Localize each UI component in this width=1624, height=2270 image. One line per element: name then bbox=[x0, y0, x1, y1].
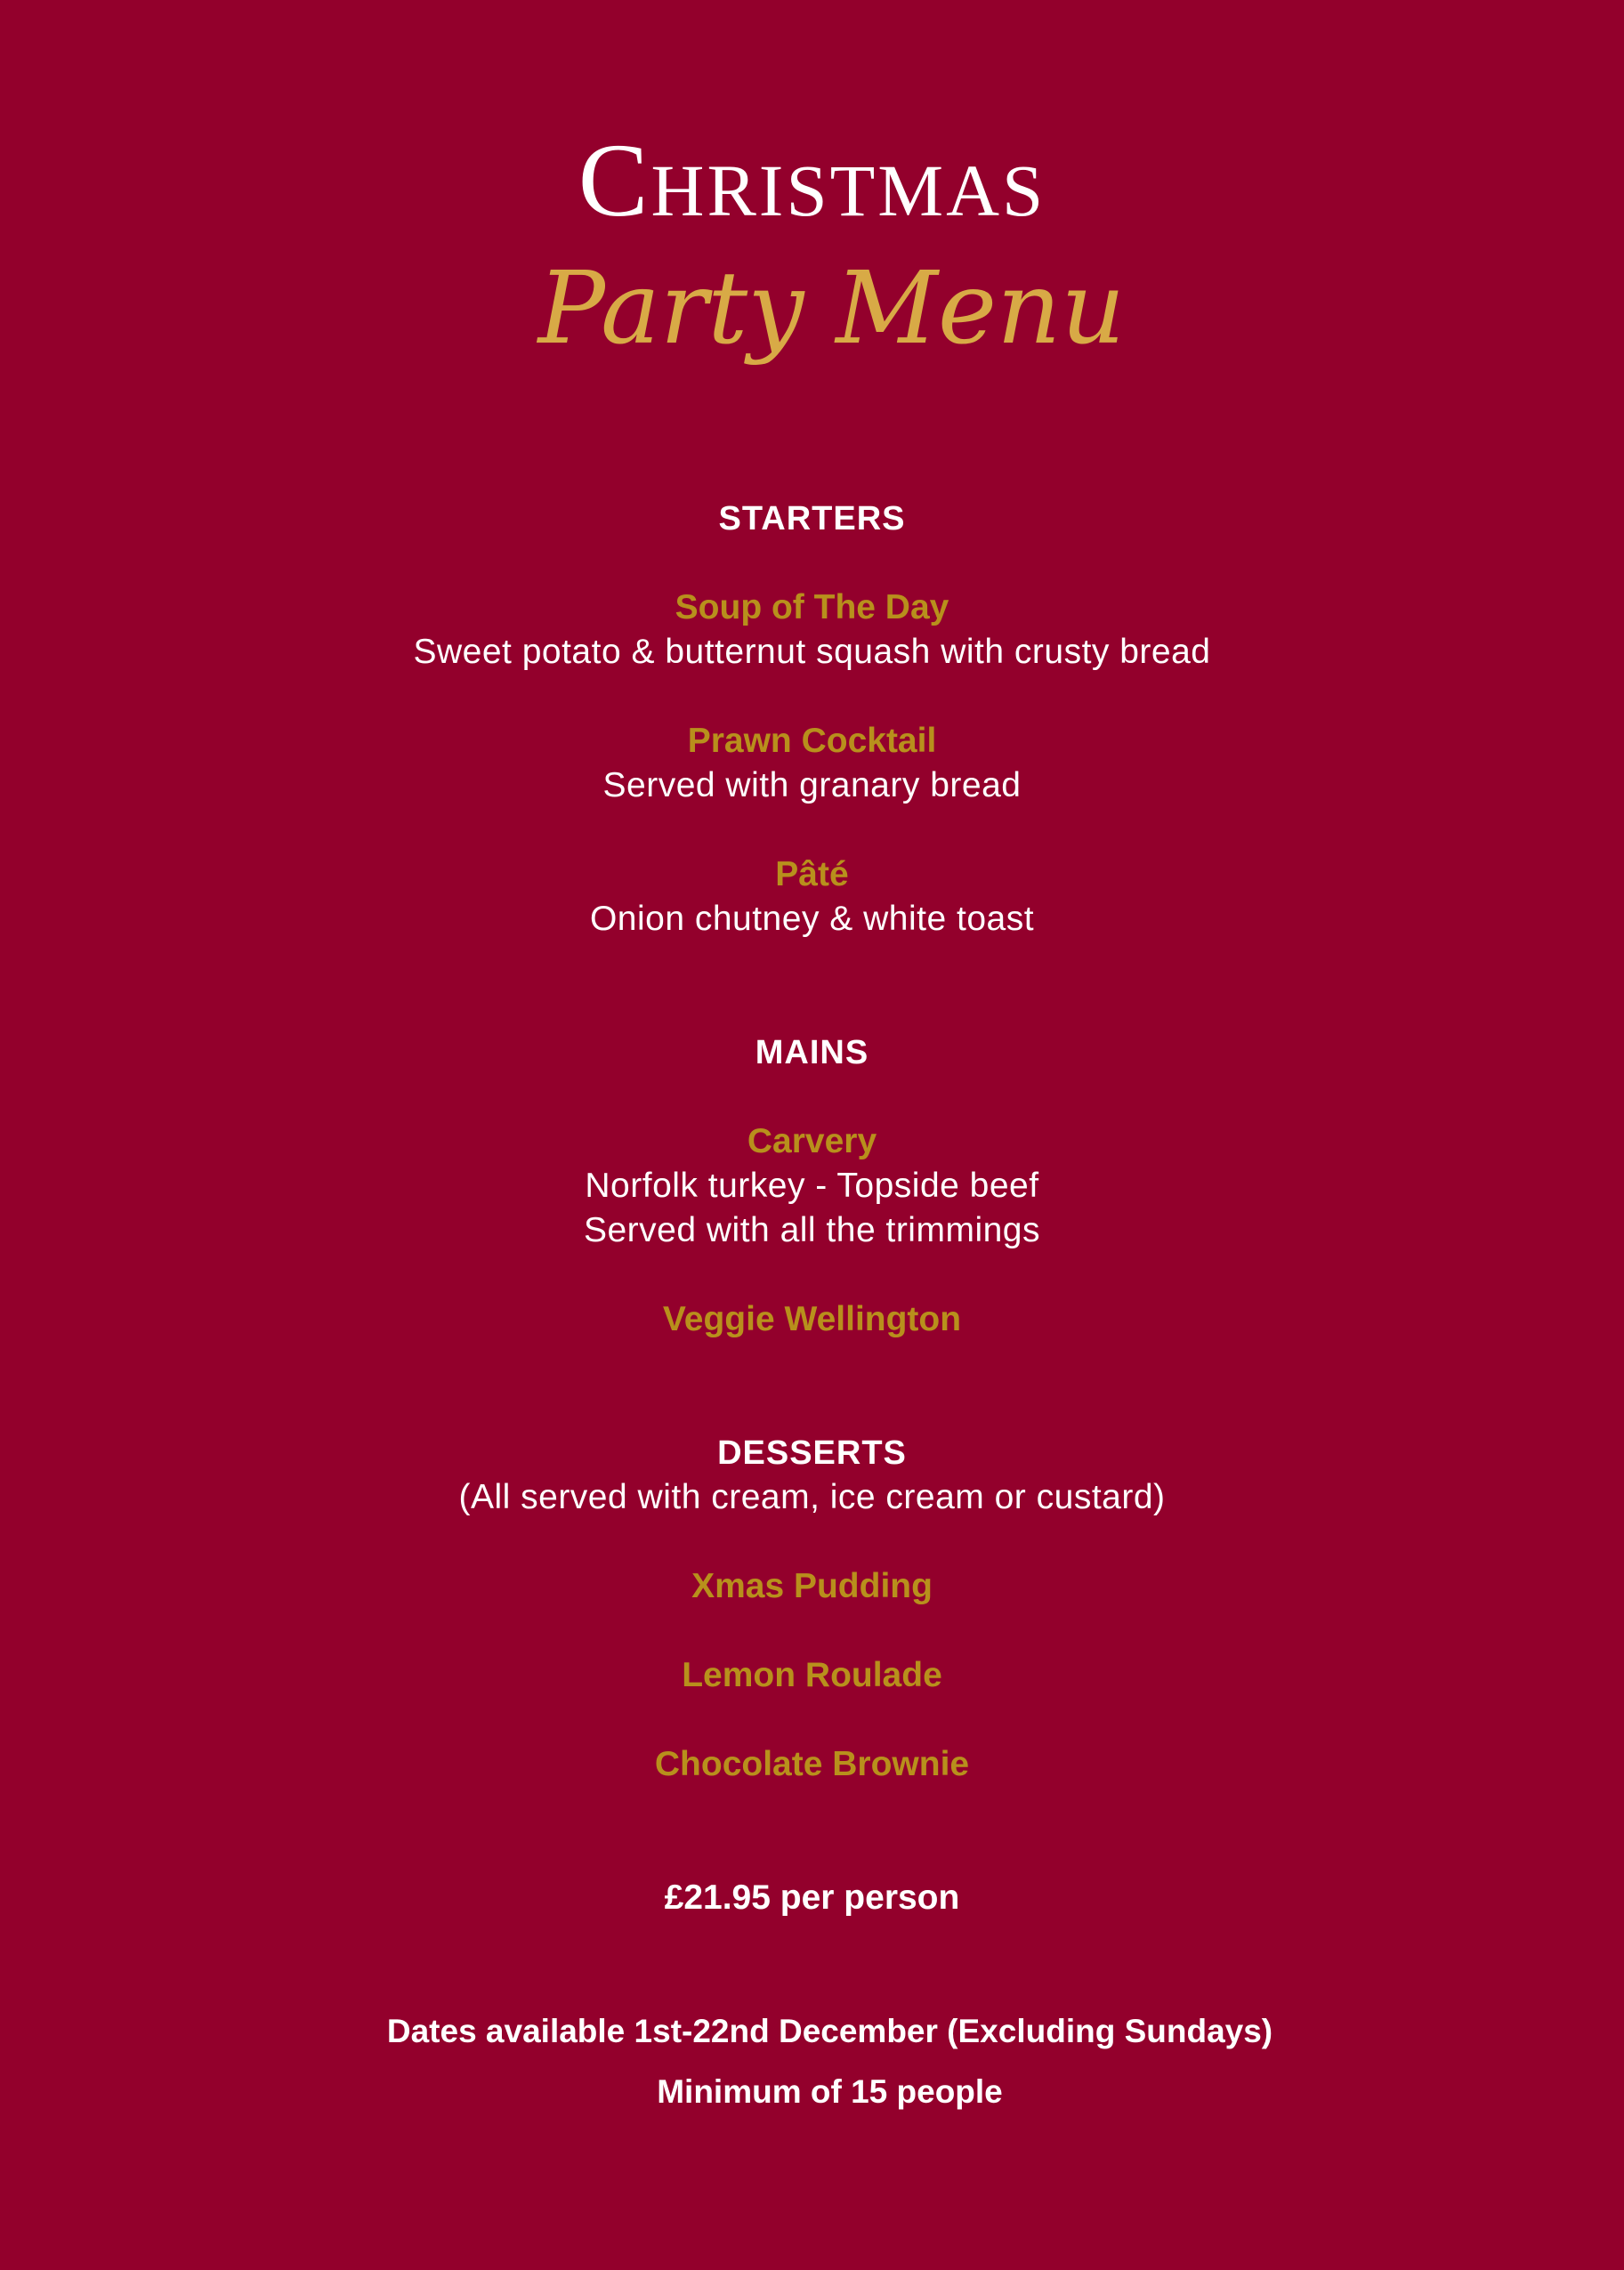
starter-item-description: Sweet potato & butternut squash with crusty bread bbox=[413, 633, 1211, 671]
dessert-item-name: Lemon Roulade bbox=[682, 1656, 942, 1694]
main-item-description: Norfolk turkey - Topside beef bbox=[585, 1167, 1039, 1205]
dessert-item-name: Chocolate Brownie bbox=[654, 1745, 970, 1783]
dates-available: Dates available 1st-22nd December (Excluding Sundays) bbox=[386, 2013, 1273, 2049]
mains-heading: MAINS bbox=[755, 1034, 869, 1071]
desserts-note: (All served with cream, ice cream or custard) bbox=[458, 1478, 1166, 1516]
menu-title: Christmas bbox=[578, 122, 1046, 238]
minimum-people: Minimum of 15 people bbox=[657, 2073, 1003, 2110]
price-per-person: £21.95 per person bbox=[664, 1878, 960, 1917]
dessert-item-name: Xmas Pudding bbox=[691, 1567, 933, 1605]
main-item-name: Carvery bbox=[747, 1122, 877, 1160]
starter-item-name: Pâté bbox=[775, 855, 849, 893]
starters-heading: STARTERS bbox=[718, 500, 906, 537]
starter-item-name: Soup of The Day bbox=[675, 588, 949, 626]
menu-subtitle: Party Menu bbox=[537, 251, 1126, 367]
main-item-name: Veggie Wellington bbox=[662, 1300, 962, 1338]
desserts-heading: DESSERTS bbox=[717, 1434, 907, 1472]
starter-item-description: Onion chutney & white toast bbox=[589, 900, 1035, 938]
starter-item-name: Prawn Cocktail bbox=[687, 722, 937, 760]
starter-item-description: Served with granary bread bbox=[602, 766, 1022, 804]
main-item-description: Served with all the trimmings bbox=[583, 1211, 1040, 1249]
